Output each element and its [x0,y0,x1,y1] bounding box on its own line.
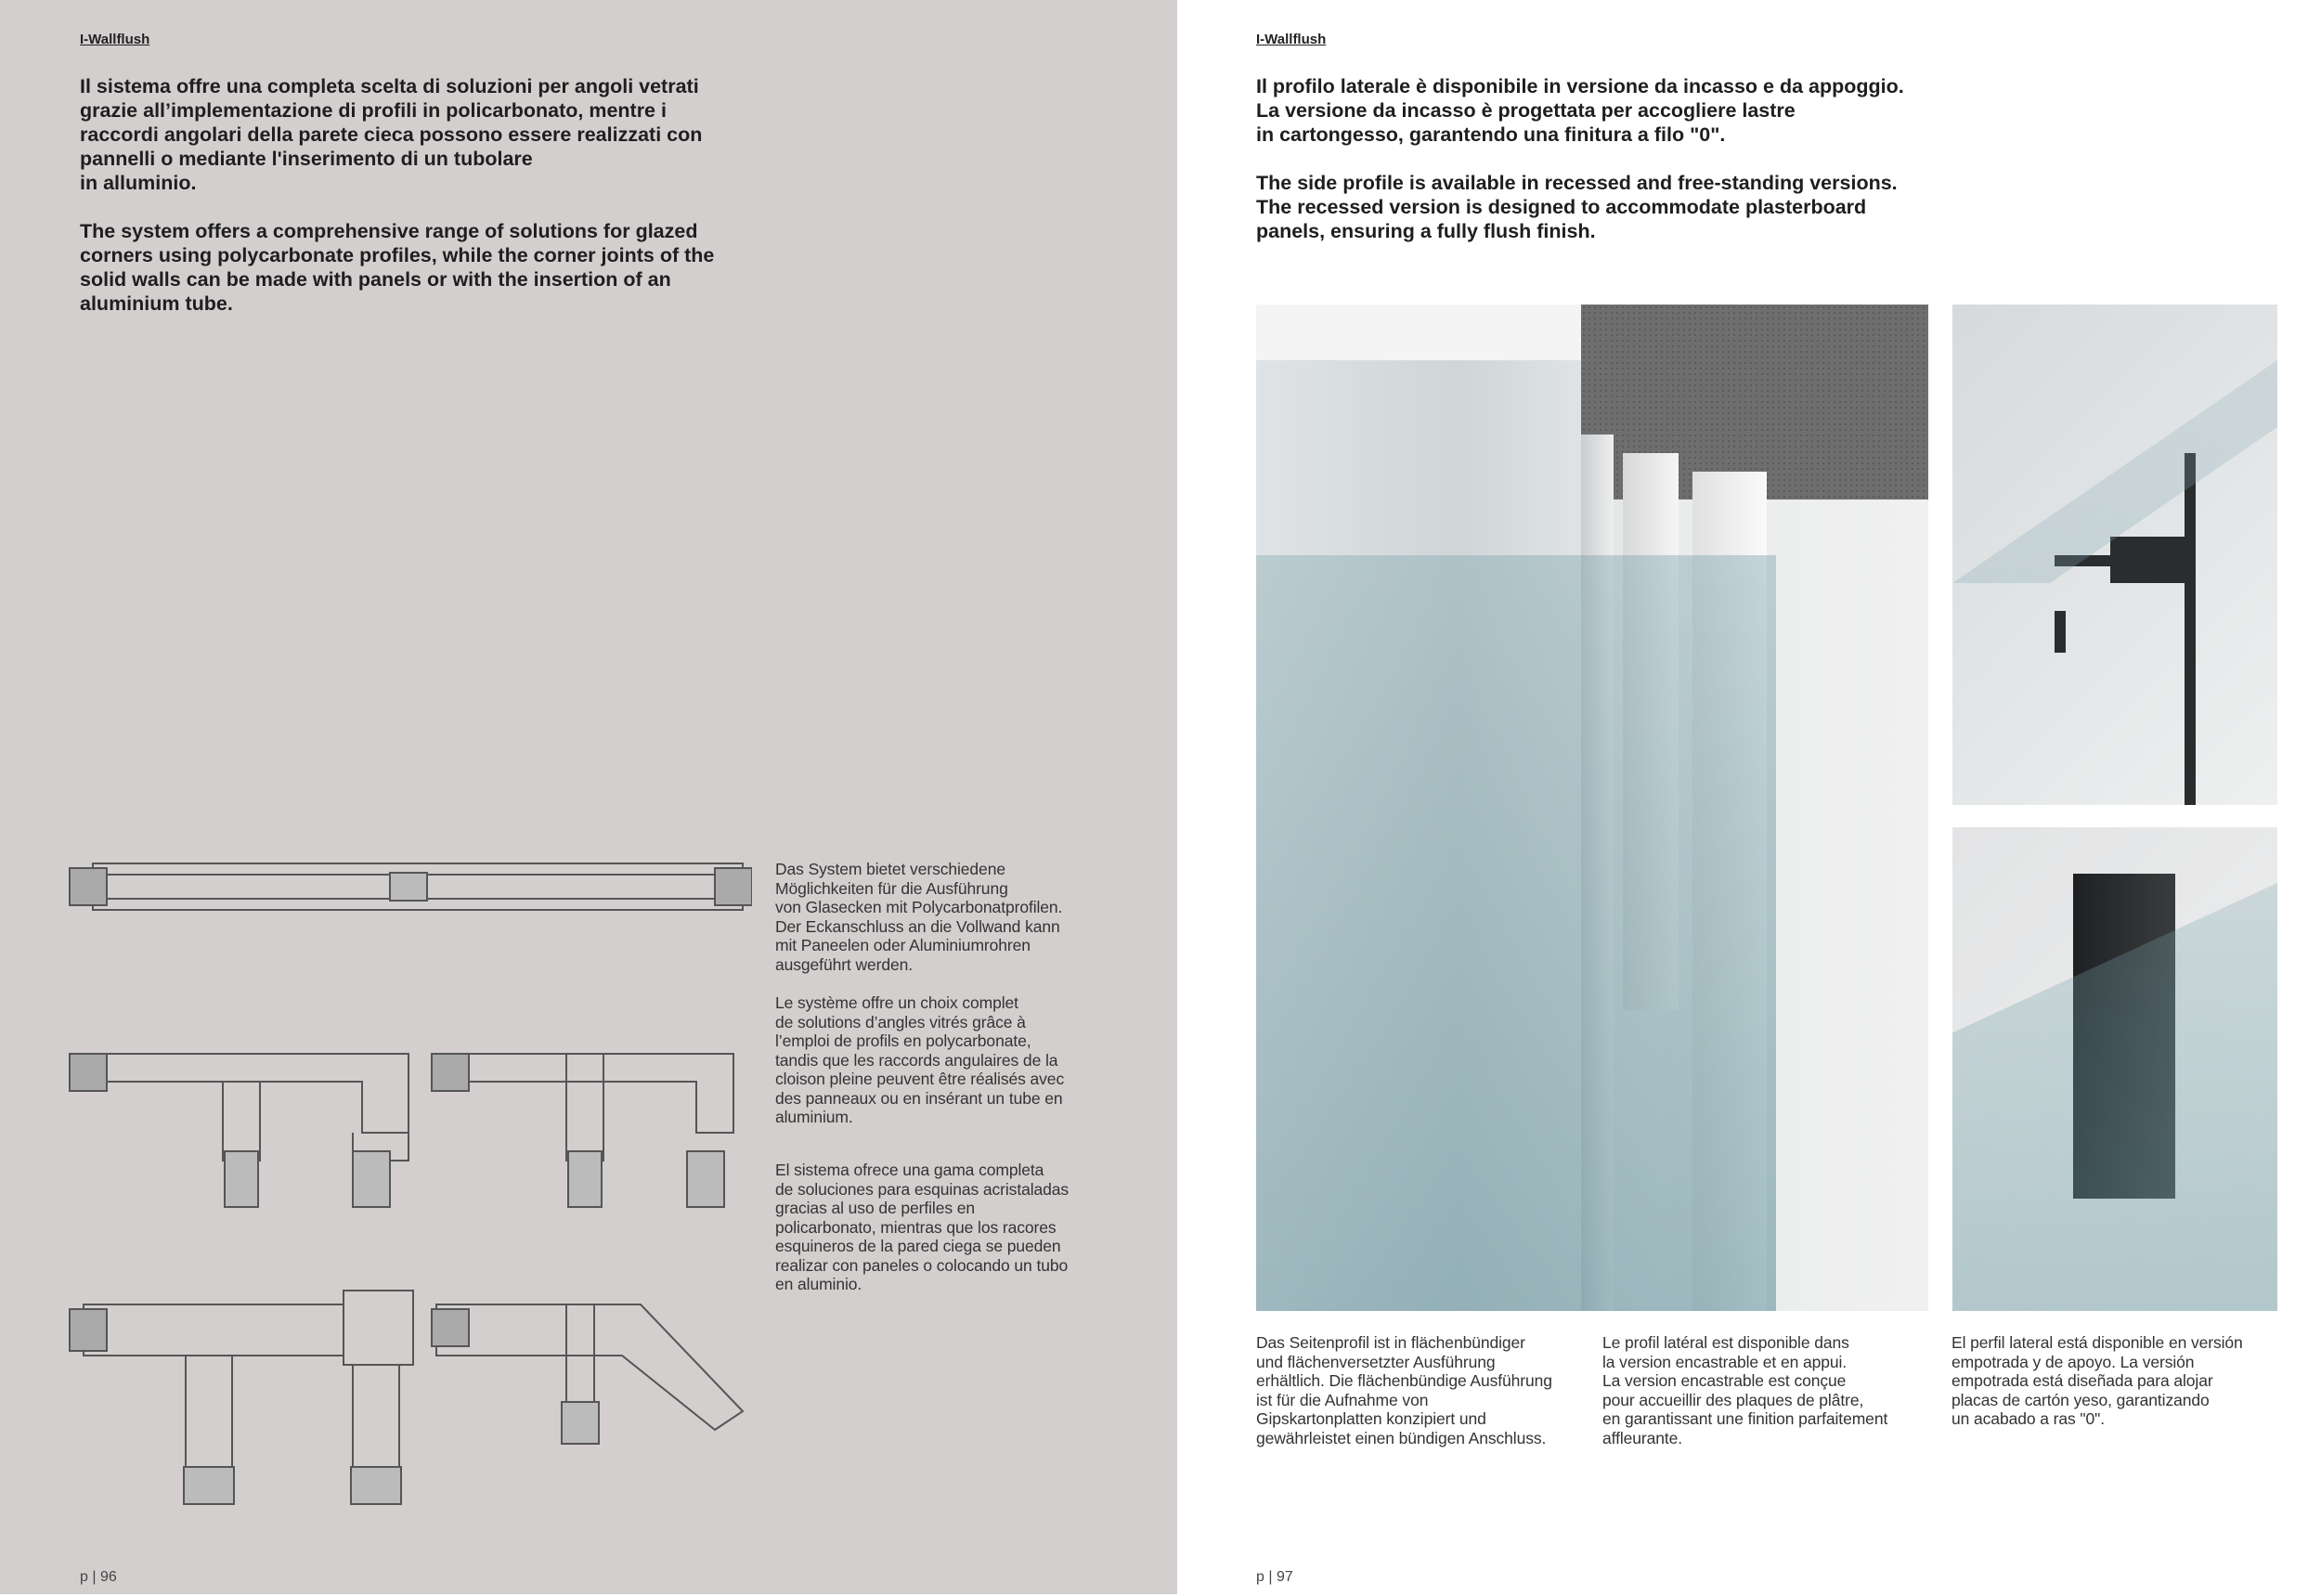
text-spanish: El sistema ofrece una gama completa de soluciones para esquinas acristaladas gracias al uso de perfiles en policarbonato, mientras que los racores esquineros de la pared ciega se pueden realizar con paneles o colocando un tubo en aluminio. [775,1161,1070,1293]
lead-text: Il profilo laterale è disponibile in versione da incasso e da appoggio. La versione da incasso è progettata per accogliere lastre in cartongesso, garantendo una finitura a filo "0". The side profile is available in recessed and free-standing versions. The recessed version is designed to accommodate plasterboard panels, ensuring a fully flush finish. [1256,75,1904,242]
page-number: p | 97 [1256,1569,1293,1585]
right-page [1177,0,2321,1596]
black-profile-photo [1952,827,2277,1311]
t-corner-drawing [432,1054,733,1207]
text-german: Das System bietet verschiedene Möglichkeiten für die Ausführung von Glasecken mit Polycarbonatprofilen. Der Eckanschluss an die Vollwand kann mit Paneelen oder Aluminiumrohren ausgeführt werden. [775,860,1063,974]
page-number: p | 96 [80,1569,117,1585]
section-label: I-Wallflush [80,32,150,47]
handle-detail-photo [1952,305,2277,805]
text-french: Le système offre un choix complet de solutions d’angles vitrés grâce à l’emploi de profils en polycarbonate, tandis que les raccords angulaires de la cloison pleine peuvent être réalisés avec des panneaux ou en insérant un tube en aluminium. [775,993,1065,1126]
tube-corner-drawing [70,1291,413,1504]
caption-german: Das Seitenprofil ist in flächenbündiger und flächenversetzter Ausführung erhältlich. Die flächenbündige Ausführung ist für die Aufnahme von Gipskartonplatten konzipiert und gewährleistet einen bündigen Anschluss. [1256,1333,1552,1447]
straight-joint-drawing [70,863,752,910]
angled-corner-drawing [432,1304,743,1444]
caption-french: Le profil latéral est disponible dans la version encastrable et en appui. La version encastrable est conçue pour accueillir des plaques de plâtre, en garantissant une finition parfaitement affleurante. [1602,1333,1888,1447]
technical-drawings [65,854,752,1523]
section-label: I-Wallflush [1256,32,1327,47]
caption-spanish: El perfil lateral está disponible en versión empotrada y de apoyo. La versión empotrada está diseñada para alojar placas de cartón yeso, garantizando un acabado a ras "0". [1951,1333,2243,1428]
recessed-profile-photo [1256,305,1928,1311]
lead-text: Il sistema offre una completa scelta di soluzioni per angoli vetrati grazie all’implementazione di profili in policarbonato, mentre i raccordi angolari della parete cieca possono essere realizzati con pannelli o mediante l'inserimento di un tubolare in alluminio. The system offers a comprehensive range of solutions for glazed corners using polycarbonate profiles, while the corner joints of the solid walls can be made with panels or with the insertion of an aluminium tube. [80,75,715,315]
l-corner-drawing [70,1054,408,1207]
